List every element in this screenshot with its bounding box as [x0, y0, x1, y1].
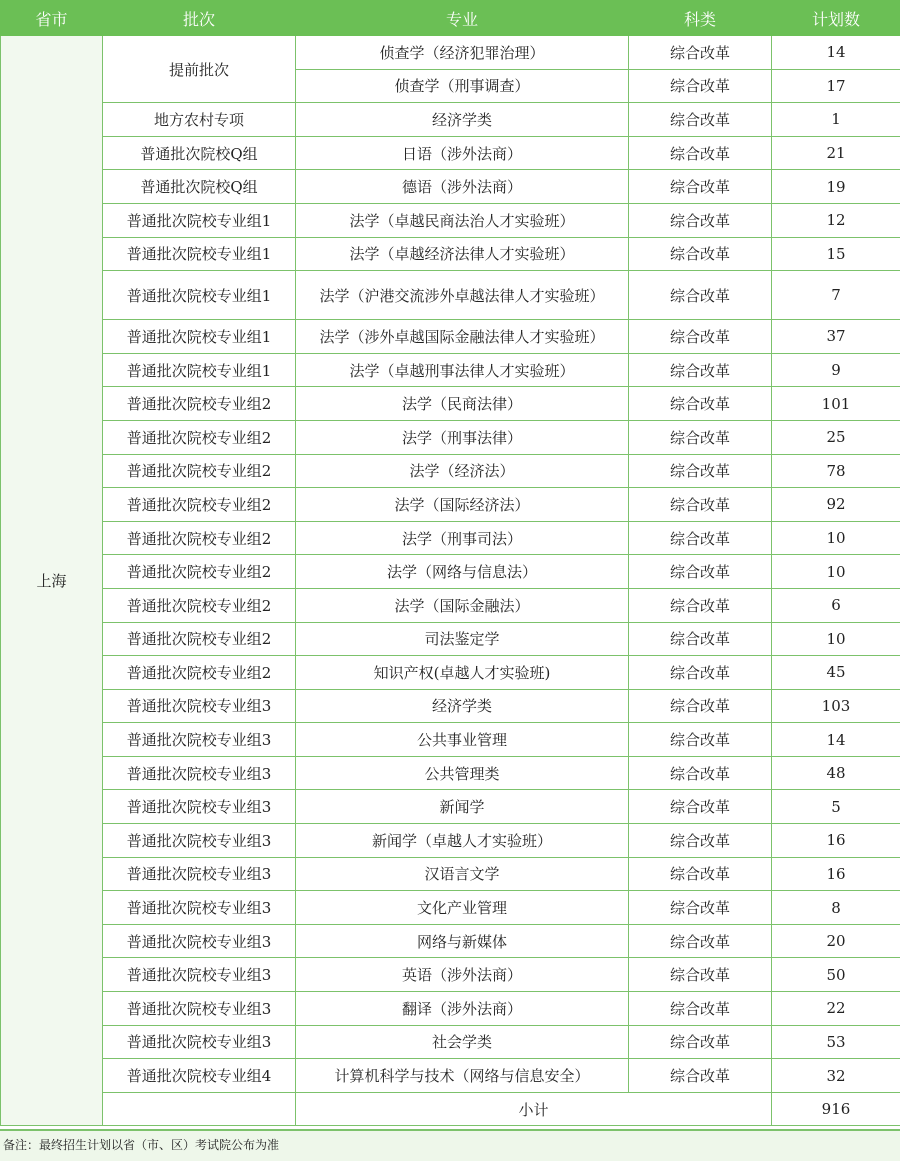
batch-cell: 普通批次院校专业组4	[103, 1059, 296, 1093]
subject-cell: 综合改革	[629, 992, 772, 1026]
count-cell: 15	[772, 237, 900, 271]
table-row	[1, 555, 900, 589]
table-row	[1, 420, 900, 454]
footnote: 备注：最终招生计划以省（市、区）考试院公布为准	[0, 1129, 900, 1161]
count-cell: 10	[772, 622, 900, 656]
table-row	[1, 521, 900, 555]
table-row	[1, 891, 900, 925]
batch-cell: 普通批次院校专业组2	[103, 387, 296, 421]
table-body	[1, 36, 900, 1126]
major-cell: 英语（涉外法商）	[296, 958, 629, 992]
subject-cell: 综合改革	[629, 454, 772, 488]
major-cell: 法学（经济法）	[296, 454, 629, 488]
major-cell: 法学（涉外卓越国际金融法律人才实验班）	[296, 320, 629, 354]
batch-cell: 普通批次院校专业组2	[103, 656, 296, 690]
count-cell: 103	[772, 689, 900, 723]
count-cell: 101	[772, 387, 900, 421]
batch-cell: 普通批次院校专业组2	[103, 454, 296, 488]
count-cell: 12	[772, 203, 900, 237]
table-row	[1, 454, 900, 488]
subject-cell: 综合改革	[629, 237, 772, 271]
header-major: 专业	[296, 1, 629, 36]
batch-cell: 普通批次院校专业组2	[103, 588, 296, 622]
table-row	[1, 1025, 900, 1059]
subtotal-label: 小计	[296, 1092, 772, 1126]
table-row	[1, 924, 900, 958]
batch-cell: 普通批次院校专业组1	[103, 271, 296, 320]
count-cell: 32	[772, 1059, 900, 1093]
batch-cell: 普通批次院校Q组	[103, 136, 296, 170]
subject-cell: 综合改革	[629, 689, 772, 723]
major-cell: 法学（国际金融法）	[296, 588, 629, 622]
major-cell: 侦查学（经济犯罪治理）	[296, 36, 629, 70]
table-row	[1, 857, 900, 891]
major-cell: 法学（网络与信息法）	[296, 555, 629, 589]
count-cell: 48	[772, 756, 900, 790]
table-row	[1, 1059, 900, 1093]
table-row	[1, 170, 900, 204]
batch-cell: 普通批次院校专业组2	[103, 521, 296, 555]
table-row	[1, 271, 900, 320]
count-cell: 20	[772, 924, 900, 958]
subject-cell: 综合改革	[629, 924, 772, 958]
count-cell: 50	[772, 958, 900, 992]
batch-cell: 普通批次院校专业组3	[103, 1025, 296, 1059]
major-cell: 社会学类	[296, 1025, 629, 1059]
batch-cell: 普通批次院校专业组2	[103, 488, 296, 522]
subject-cell: 综合改革	[629, 387, 772, 421]
major-cell: 法学（民商法律）	[296, 387, 629, 421]
table-row	[1, 992, 900, 1026]
batch-cell: 普通批次院校专业组3	[103, 824, 296, 858]
subtotal-empty-cell	[103, 1092, 296, 1126]
major-cell: 经济学类	[296, 103, 629, 137]
subject-cell: 综合改革	[629, 170, 772, 204]
count-cell: 21	[772, 136, 900, 170]
subject-cell: 综合改革	[629, 790, 772, 824]
count-cell: 78	[772, 454, 900, 488]
subject-cell: 综合改革	[629, 420, 772, 454]
count-cell: 45	[772, 656, 900, 690]
subject-cell: 综合改革	[629, 521, 772, 555]
count-cell: 6	[772, 588, 900, 622]
major-cell: 德语（涉外法商）	[296, 170, 629, 204]
batch-cell: 普通批次院校专业组3	[103, 790, 296, 824]
subject-cell: 综合改革	[629, 857, 772, 891]
subject-cell: 综合改革	[629, 103, 772, 137]
batch-cell: 普通批次院校Q组	[103, 170, 296, 204]
subject-cell: 综合改革	[629, 622, 772, 656]
subject-cell: 综合改革	[629, 891, 772, 925]
table-row	[1, 790, 900, 824]
table-row	[1, 622, 900, 656]
subject-cell: 综合改革	[629, 353, 772, 387]
count-cell: 14	[772, 36, 900, 70]
count-cell: 22	[772, 992, 900, 1026]
count-cell: 16	[772, 824, 900, 858]
header-province: 省市	[1, 1, 103, 36]
subject-cell: 综合改革	[629, 320, 772, 354]
subject-cell: 综合改革	[629, 588, 772, 622]
table-row	[1, 588, 900, 622]
batch-cell: 普通批次院校专业组1	[103, 237, 296, 271]
subject-cell: 综合改革	[629, 555, 772, 589]
major-cell: 新闻学	[296, 790, 629, 824]
subtotal-row	[1, 1092, 900, 1126]
major-cell: 新闻学（卓越人才实验班）	[296, 824, 629, 858]
table-row	[1, 723, 900, 757]
table-row	[1, 320, 900, 354]
header-count: 计划数	[772, 1, 900, 36]
count-cell: 8	[772, 891, 900, 925]
count-cell: 19	[772, 170, 900, 204]
subject-cell: 综合改革	[629, 488, 772, 522]
major-cell: 法学（国际经济法）	[296, 488, 629, 522]
table-row	[1, 136, 900, 170]
major-cell: 汉语言文学	[296, 857, 629, 891]
count-cell: 10	[772, 521, 900, 555]
batch-cell: 普通批次院校专业组3	[103, 689, 296, 723]
subject-cell: 综合改革	[629, 756, 772, 790]
major-cell: 法学（刑事司法）	[296, 521, 629, 555]
batch-cell: 普通批次院校专业组2	[103, 420, 296, 454]
subject-cell: 综合改革	[629, 1025, 772, 1059]
subject-cell: 综合改革	[629, 36, 772, 70]
count-cell: 1	[772, 103, 900, 137]
count-cell: 10	[772, 555, 900, 589]
count-cell: 7	[772, 271, 900, 320]
major-cell: 公共管理类	[296, 756, 629, 790]
count-cell: 53	[772, 1025, 900, 1059]
table-row	[1, 353, 900, 387]
table-row	[1, 103, 900, 137]
batch-cell: 普通批次院校专业组3	[103, 958, 296, 992]
subject-cell: 综合改革	[629, 271, 772, 320]
major-cell: 计算机科学与技术（网络与信息安全）	[296, 1059, 629, 1093]
batch-cell: 普通批次院校专业组3	[103, 756, 296, 790]
subject-cell: 综合改革	[629, 136, 772, 170]
header-row	[1, 1, 900, 36]
table-row	[1, 689, 900, 723]
table-row	[1, 824, 900, 858]
batch-cell: 普通批次院校专业组1	[103, 320, 296, 354]
subject-cell: 综合改革	[629, 824, 772, 858]
table-row	[1, 203, 900, 237]
subject-cell: 综合改革	[629, 656, 772, 690]
count-cell: 14	[772, 723, 900, 757]
batch-cell: 普通批次院校专业组2	[103, 622, 296, 656]
major-cell: 侦查学（刑事调查）	[296, 69, 629, 103]
table-row	[1, 756, 900, 790]
major-cell: 网络与新媒体	[296, 924, 629, 958]
count-cell: 17	[772, 69, 900, 103]
major-cell: 法学（卓越刑事法律人才实验班）	[296, 353, 629, 387]
subtotal-value: 916	[772, 1092, 900, 1126]
table-row	[1, 488, 900, 522]
batch-cell: 普通批次院校专业组3	[103, 891, 296, 925]
major-cell: 日语（涉外法商）	[296, 136, 629, 170]
count-cell: 16	[772, 857, 900, 891]
table-row	[1, 36, 900, 70]
batch-cell: 普通批次院校专业组3	[103, 992, 296, 1026]
province-cell: 上海	[1, 36, 103, 1126]
table-row	[1, 237, 900, 271]
batch-cell: 普通批次院校专业组3	[103, 924, 296, 958]
batch-cell: 普通批次院校专业组2	[103, 555, 296, 589]
major-cell: 公共事业管理	[296, 723, 629, 757]
subject-cell: 综合改革	[629, 1059, 772, 1093]
major-cell: 司法鉴定学	[296, 622, 629, 656]
batch-cell: 普通批次院校专业组3	[103, 857, 296, 891]
major-cell: 法学（刑事法律）	[296, 420, 629, 454]
header-batch: 批次	[103, 1, 296, 36]
major-cell: 翻译（涉外法商）	[296, 992, 629, 1026]
batch-cell: 普通批次院校专业组1	[103, 203, 296, 237]
count-cell: 9	[772, 353, 900, 387]
count-cell: 37	[772, 320, 900, 354]
table-row	[1, 387, 900, 421]
major-cell: 法学（卓越经济法律人才实验班）	[296, 237, 629, 271]
table-row	[1, 958, 900, 992]
table-row	[1, 656, 900, 690]
batch-cell: 普通批次院校专业组1	[103, 353, 296, 387]
header-subject: 科类	[629, 1, 772, 36]
subject-cell: 综合改革	[629, 69, 772, 103]
batch-cell: 提前批次	[103, 36, 296, 103]
major-cell: 法学（沪港交流涉外卓越法律人才实验班）	[296, 271, 629, 320]
batch-cell: 普通批次院校专业组3	[103, 723, 296, 757]
subject-cell: 综合改革	[629, 203, 772, 237]
batch-cell: 地方农村专项	[103, 103, 296, 137]
subject-cell: 综合改革	[629, 958, 772, 992]
subject-cell: 综合改革	[629, 723, 772, 757]
major-cell: 文化产业管理	[296, 891, 629, 925]
major-cell: 知识产权(卓越人才实验班)	[296, 656, 629, 690]
count-cell: 25	[772, 420, 900, 454]
count-cell: 92	[772, 488, 900, 522]
major-cell: 法学（卓越民商法治人才实验班）	[296, 203, 629, 237]
major-cell: 经济学类	[296, 689, 629, 723]
count-cell: 5	[772, 790, 900, 824]
